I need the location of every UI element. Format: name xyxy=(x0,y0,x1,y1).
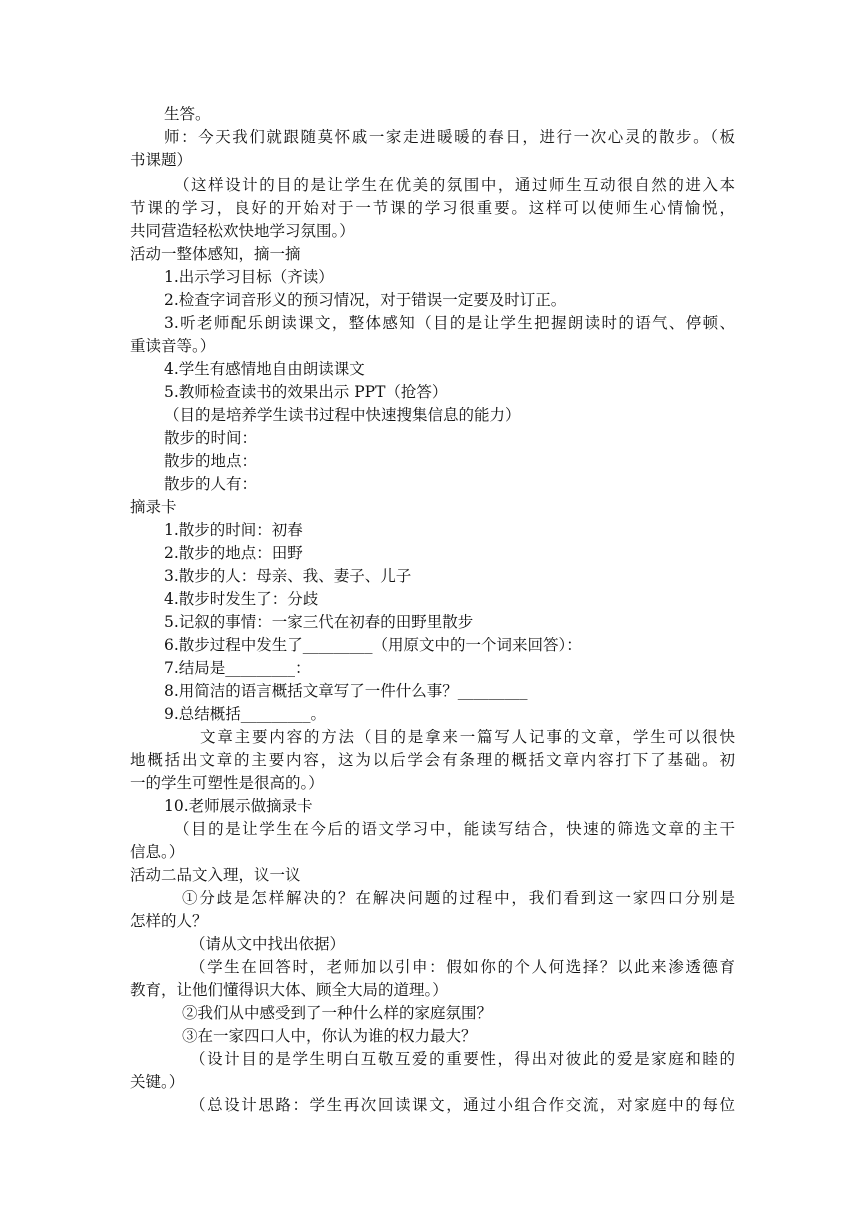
text-line: 信息。） xyxy=(130,843,185,861)
list-item: 8.用简洁的语言概括文章写了一件什么事？_________ xyxy=(164,682,528,700)
text-line: 关键。） xyxy=(130,1073,185,1091)
text-line: 散步的时间： xyxy=(164,429,258,447)
list-item: 6.散步过程中发生了_________（用原文中的一个词来回答）： xyxy=(164,636,582,654)
text-line: （目的是培养学生读书过程中快速搜集信息的能力） xyxy=(164,406,521,424)
text-line: 一的学生可塑性是很高的。） xyxy=(130,774,324,792)
text-line: 散步的地点： xyxy=(164,452,258,470)
text-line: 节课的学习，良好的开始对于一节课的学习很重要。这样可以使师生心情愉悦， xyxy=(130,199,735,217)
list-item: 2.检查字词音形义的预习情况，对于错误一定要及时订正。 xyxy=(164,291,567,309)
text-line: ③在一家四口人中，你认为谁的权力最大？ xyxy=(182,1027,477,1045)
list-item: 1.散步的时间：初春 xyxy=(164,521,303,539)
text-line: 文章主要内容的方法（目的是拿来一篇写人记事的文章，学生可以很快 xyxy=(200,728,735,746)
text-line: 怎样的人？ xyxy=(130,912,208,930)
text-line: 生答。 xyxy=(164,105,211,123)
text-line: ①分歧是怎样解决的？在解决问题的过程中，我们看到这一家四口分别是 xyxy=(182,889,735,907)
text-line: （总设计思路：学生再次回读课文，通过小组合作交流，对家庭中的每位 xyxy=(190,1096,735,1114)
text-line: 地概括出文章的主要内容，这为以后学会有条理的概括文章内容打下了基础。初 xyxy=(130,751,735,769)
text-line: （学生在回答时，老师加以引申：假如你的个人何选择？以此来渗透德育 xyxy=(190,958,735,976)
text-line: （请从文中找出依据） xyxy=(190,935,346,953)
list-item: 4.学生有感情地自由朗读课文 xyxy=(164,360,365,378)
list-item: 10.老师展示做摘录卡 xyxy=(164,797,313,815)
text-line: ②我们从中感受到了一种什么样的家庭氛围？ xyxy=(182,1004,493,1022)
section-heading: 活动一整体感知，摘一摘 xyxy=(130,245,301,263)
text-line: （目的是让学生在今后的语文学习中，能读写结合，快速的筛选文章的主干 xyxy=(174,820,735,838)
text-line: 师：今天我们就跟随莫怀戚一家走进暖暖的春日，进行一次心灵的散步。（板 xyxy=(164,128,735,146)
text-line: 教育，让他们懂得识大体、顾全大局的道理。） xyxy=(130,981,448,999)
text-line: 重读音等。） xyxy=(130,337,216,355)
list-item: 3.听老师配乐朗读课文，整体感知（目的是让学生把握朗读时的语气、停顿、 xyxy=(164,314,735,332)
list-item: 1.出示学习目标（齐读） xyxy=(164,268,334,286)
list-item: 9.总结概括_________。 xyxy=(164,705,327,723)
list-item: 2.散步的地点：田野 xyxy=(164,544,303,562)
text-line: （这样设计的目的是让学生在优美的氛围中，通过师生互动很自然的进入本 xyxy=(174,176,735,194)
text-line: 散步的人有： xyxy=(164,475,258,493)
list-item: 5.教师检查读书的效果出示 PPT（抢答） xyxy=(164,383,448,401)
list-item: 3.散步的人：母亲、我、妻子、儿子 xyxy=(164,567,412,585)
text-line: 共同营造轻松欢快地学习氛围。） xyxy=(130,222,355,240)
section-heading: 活动二品文入理，议一议 xyxy=(130,866,301,884)
text-line: （设计目的是学生明白互敬互爱的重要性，得出对彼此的爱是家庭和睦的 xyxy=(190,1050,735,1068)
section-heading: 摘录卡 xyxy=(130,498,177,516)
list-item: 4.散步时发生了：分歧 xyxy=(164,590,319,608)
list-item: 7.结局是_________： xyxy=(164,659,311,677)
text-line: 书课题） xyxy=(130,151,193,169)
list-item: 5.记叙的事情：一家三代在初春的田野里散步 xyxy=(164,613,474,631)
